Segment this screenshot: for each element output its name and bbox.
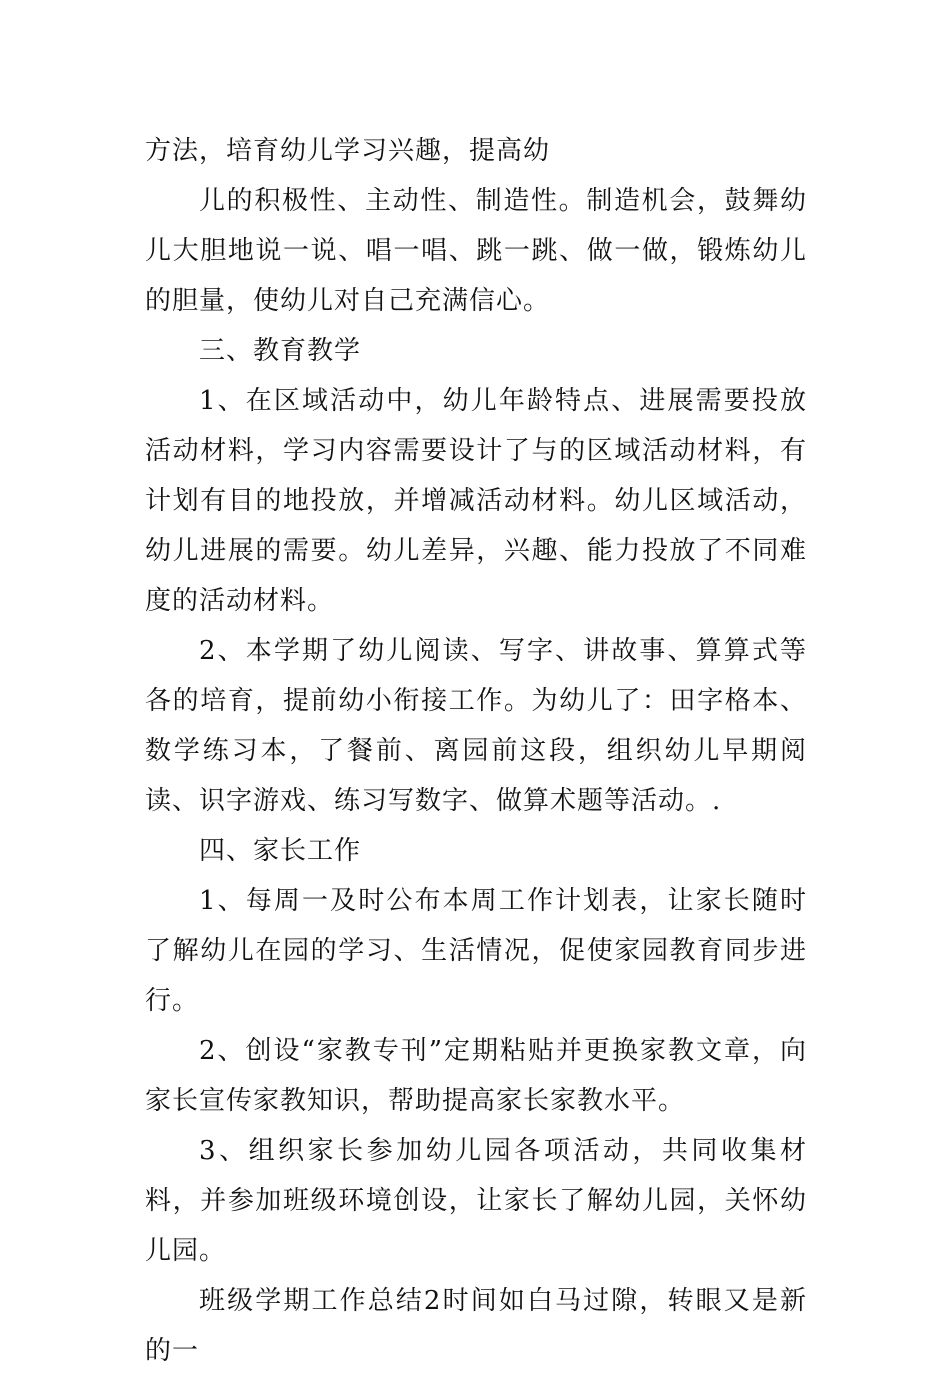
paragraph-2: 儿的积极性、主动性、制造性。制造机会，鼓舞幼儿大胆地说一说、唱一唱、跳一跳、做一做，锻炼幼儿的胆量，使幼儿对自己充满信心。 <box>145 186 807 316</box>
paragraph-3: 1、在区域活动中，幼儿年龄特点、进展需要投放活动材料，学习内容需要设计了与的区域活动材料，有计划有目的地投放，并增减活动材料。幼儿区域活动，幼儿进展的需要。幼儿差异，兴趣、能力投放了不同难度的活动材料。 <box>145 386 807 616</box>
section-heading-3: 三、教育教学 <box>199 336 362 366</box>
paragraph-1: 方法，培育幼儿学习兴趣，提高幼 <box>145 136 551 166</box>
paragraph-5: 1、每周一及时公布本周工作计划表，让家长随时了解幼儿在园的学习、生活情况，促使家园教育同步进行。 <box>145 886 807 1016</box>
paragraph-6: 2、创设“家教专刊”定期粘贴并更换家教文章，向家长宣传家教知识，帮助提高家长家教水平。 <box>145 1036 807 1116</box>
paragraph-7: 3、组织家长参加幼儿园各项活动，共同收集材料，并参加班级环境创设，让家长了解幼儿园，关怀幼儿园。 <box>145 1136 807 1266</box>
section-heading-4: 四、家长工作 <box>199 836 362 866</box>
document-body <box>145 126 807 1376</box>
paragraph-8: 班级学期工作总结2时间如白马过隙，转眼又是新的一 <box>145 1286 807 1366</box>
paragraph-4: 2、本学期了幼儿阅读、写字、讲故事、算算式等各的培育，提前幼小衔接工作。为幼儿了：田字格本、数学练习本，了餐前、离园前这段，组织幼儿早期阅读、识字游戏、练习写数字、做算术题等活动。. <box>145 636 807 816</box>
